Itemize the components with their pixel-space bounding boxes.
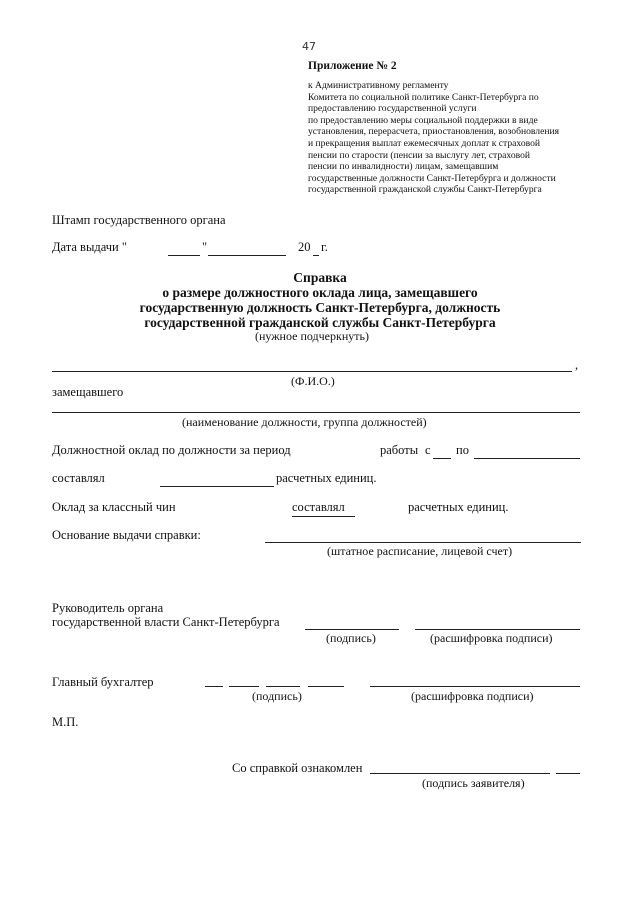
issue-day-field[interactable] xyxy=(168,255,200,256)
issue-year-prefix: 20 xyxy=(298,240,311,254)
salary-label: Должностной оклад по должности за период xyxy=(52,443,291,457)
accountant-decode-caption: (расшифровка подписи) xyxy=(411,689,534,703)
fio-field[interactable] xyxy=(52,371,572,372)
salary-from-field[interactable] xyxy=(433,458,451,459)
issue-date-label: Дата выдачи " xyxy=(52,240,127,254)
class-rank-units: расчетных единиц. xyxy=(408,500,509,514)
acquainted-label: Со справкой ознакомлен xyxy=(232,761,363,775)
salary-to-field[interactable] xyxy=(474,458,580,459)
accountant-signature-field[interactable] xyxy=(229,686,259,687)
head-title-line1: Руководитель органа xyxy=(52,601,164,615)
salary-units: расчетных единиц. xyxy=(276,471,377,485)
appendix-line: государственные должности Санкт-Петербурга и должности xyxy=(308,172,556,184)
issue-year-suffix: г. xyxy=(321,240,328,254)
appendix-line: государственной гражданской службы Санкт-Петербурга xyxy=(308,184,542,196)
position-field[interactable] xyxy=(52,412,580,413)
basis-caption: (штатное расписание, лицевой счет) xyxy=(327,544,513,558)
appendix-title: Приложение № 2 xyxy=(308,60,397,72)
position-label: замещавшего xyxy=(52,385,124,399)
head-signature-field[interactable] xyxy=(305,629,399,630)
stamp-label: Штамп государственного органа xyxy=(52,213,226,227)
acquainted-signature-field[interactable] xyxy=(370,773,550,774)
fio-caption: (Ф.И.О.) xyxy=(291,374,335,388)
head-signature-caption: (подпись) xyxy=(326,631,376,645)
salary-amount-field[interactable] xyxy=(160,486,274,487)
salary-amount-label: составлял xyxy=(52,471,105,485)
appendix-line: и прекращения выплат ежемесячных доплат к страховой xyxy=(308,137,541,149)
doc-heading: Справка xyxy=(293,270,347,285)
issue-date-quote: " xyxy=(202,240,208,254)
accountant-signature-field[interactable] xyxy=(266,686,300,687)
fio-comma: , xyxy=(575,358,579,372)
seal-label: М.П. xyxy=(52,715,79,729)
accountant-decode-field[interactable] xyxy=(370,686,580,687)
accountant-signature-caption: (подпись) xyxy=(252,689,302,703)
basis-field[interactable] xyxy=(265,542,581,543)
doc-title-line: государственной гражданской службы Санкт-Петербурга xyxy=(144,315,496,330)
acquainted-signature-field[interactable] xyxy=(556,773,580,774)
salary-work: работы xyxy=(380,443,419,457)
appendix-line: к Административному регламенту xyxy=(308,80,449,91)
accountant-label: Главный бухгалтер xyxy=(52,675,154,689)
appendix-line: Комитета по социальной политике Санкт-Петербурга по xyxy=(308,91,539,103)
salary-from: с xyxy=(425,443,431,457)
issue-year-field[interactable] xyxy=(313,255,319,256)
acquainted-caption: (подпись заявителя) xyxy=(422,776,525,790)
head-title-line2: государственной власти Санкт-Петербурга xyxy=(52,615,280,629)
accountant-signature-field[interactable] xyxy=(308,686,344,687)
salary-to: по xyxy=(456,443,469,457)
issue-month-field[interactable] xyxy=(208,255,286,256)
doc-title-line: государственную должность Санкт-Петербурга, должность xyxy=(139,300,501,315)
appendix-line: установления, перерасчета, приостановления, возобновления xyxy=(308,126,560,138)
page-number: 47 xyxy=(302,40,316,53)
basis-label: Основание выдачи справки: xyxy=(52,528,201,542)
appendix-text xyxy=(308,80,598,196)
accountant-signature-field[interactable] xyxy=(205,686,223,687)
appendix-line: предоставлению государственной услуги xyxy=(308,103,477,115)
doc-title-line: о размере должностного оклада лица, замещавшего xyxy=(162,285,478,300)
doc-title-note: (нужное подчеркнуть) xyxy=(255,329,369,343)
position-caption: (наименование должности, группа должностей) xyxy=(182,415,427,429)
class-rank-label: Оклад за классный чин xyxy=(52,500,176,514)
head-decode-field[interactable] xyxy=(415,629,580,630)
head-decode-caption: (расшифровка подписи) xyxy=(430,631,553,645)
appendix-line: пенсии по инвалидности) лицам, замещавшим xyxy=(308,161,499,173)
appendix-line: по предоставлению меры социальной поддержки в виде xyxy=(308,114,538,126)
class-rank-amount-label: составлял xyxy=(292,500,355,517)
appendix-line: пенсии по старости (пенсии за выслугу лет, страховой xyxy=(308,149,531,161)
